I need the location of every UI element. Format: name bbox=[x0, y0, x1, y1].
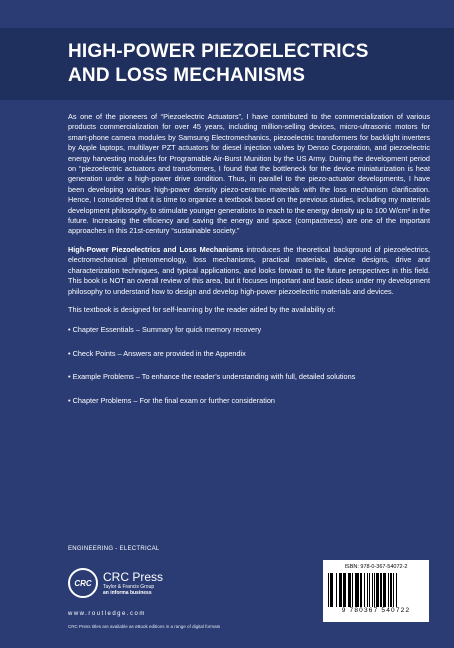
barcode-label bbox=[323, 560, 429, 622]
top-margin bbox=[0, 0, 454, 28]
isbn-number: ISBN: 978-0-367-54072-2 bbox=[344, 564, 408, 570]
publisher-group: Taylor & Francis Group bbox=[103, 583, 155, 590]
paragraph-intro: As one of the pioneers of “Piezoelectric Actuators”, I have contributed to the commercialization of various products commercialization for over 45 years, including million-selling devices, micro-ultrasonic motors for smart-phone camera modules by Samsung Electromechanics, piezoelectric transformers for backlight inverters by Apple laptops, multilayer PZT actuators for diesel injection valves by Denso Corporation, and piezoelectric energy harvesting modules for Programable Air-Burst Munition by the US Army. During the development period on “piezoelectric actuators and transformers, I found that the bottleneck for the device miniaturization is heat generation under a high-power drive condition. Thus, in parallel to the piezo-actuator developments, I have been developing various high-power density piezo-ceramic materials with the loss mechanism clarification. Hence, I considered that it is time to organize a textbook based on the previous studies, including my materials development philosophy, to stimulate younger generations to reach to the energy density up to 100 W/cm³ in the future. Increasing the efficiency and saving the energy and space (compactness) are one of the important approaches in this 21st-century “sustainable society.” bbox=[68, 112, 430, 236]
list-item: • Chapter Problems – For the final exam or further consideration bbox=[68, 395, 275, 405]
title-line-1: HIGH-POWER PIEZOELECTRICS bbox=[68, 41, 369, 62]
subject-category: ENGINEERING - ELECTRICAL bbox=[68, 546, 160, 552]
crc-logo-icon: CRC bbox=[68, 568, 98, 598]
paragraph-book-summary bbox=[68, 245, 430, 297]
publisher-website: www.routledge.com bbox=[68, 611, 146, 617]
paragraph-book-summary-text: introduces the theoretical background of piezoelectrics, electromechanical phenomenology, loss mechanisms, practical materials, device designs, drive and characterization techniques, and typical applications, and looks forward to the future perspectives in this field. This book is NOT an overall review of this area, but it focuses important and basic ideas under my development philosophy to understand how to design and develop high-power piezoelectric materials and devices. bbox=[68, 244, 430, 296]
feature-list bbox=[68, 325, 430, 406]
barcode-bar bbox=[397, 573, 398, 607]
list-item: • Check Points – Answers are provided in the Appendix bbox=[68, 348, 246, 358]
list-item: • Example Problems – To enhance the reader’s understanding with full, detailed solutions bbox=[68, 372, 356, 382]
barcode-digits: 9 780367 540722 bbox=[341, 607, 411, 614]
title-line-2: AND LOSS MECHANISMS bbox=[68, 65, 306, 86]
ebook-note: CRC Press titles are available as eBook editions in a range of digital formats bbox=[68, 624, 221, 629]
publisher-name: CRC Press bbox=[103, 569, 164, 584]
publisher-parent: an informa business bbox=[103, 589, 152, 596]
publisher-logo bbox=[68, 562, 198, 604]
title-band bbox=[0, 28, 454, 100]
paragraph-features-intro: This textbook is designed for self-learning by the reader aided by the availability of: bbox=[68, 304, 336, 314]
blurb-text bbox=[68, 112, 430, 419]
publisher-name-block bbox=[103, 571, 163, 596]
barcode-bars bbox=[328, 573, 424, 607]
list-item: • Chapter Essentials – Summary for quick memory recovery bbox=[68, 325, 262, 335]
book-title-inline: High-Power Piezoelectrics and Loss Mechanisms bbox=[68, 244, 244, 254]
